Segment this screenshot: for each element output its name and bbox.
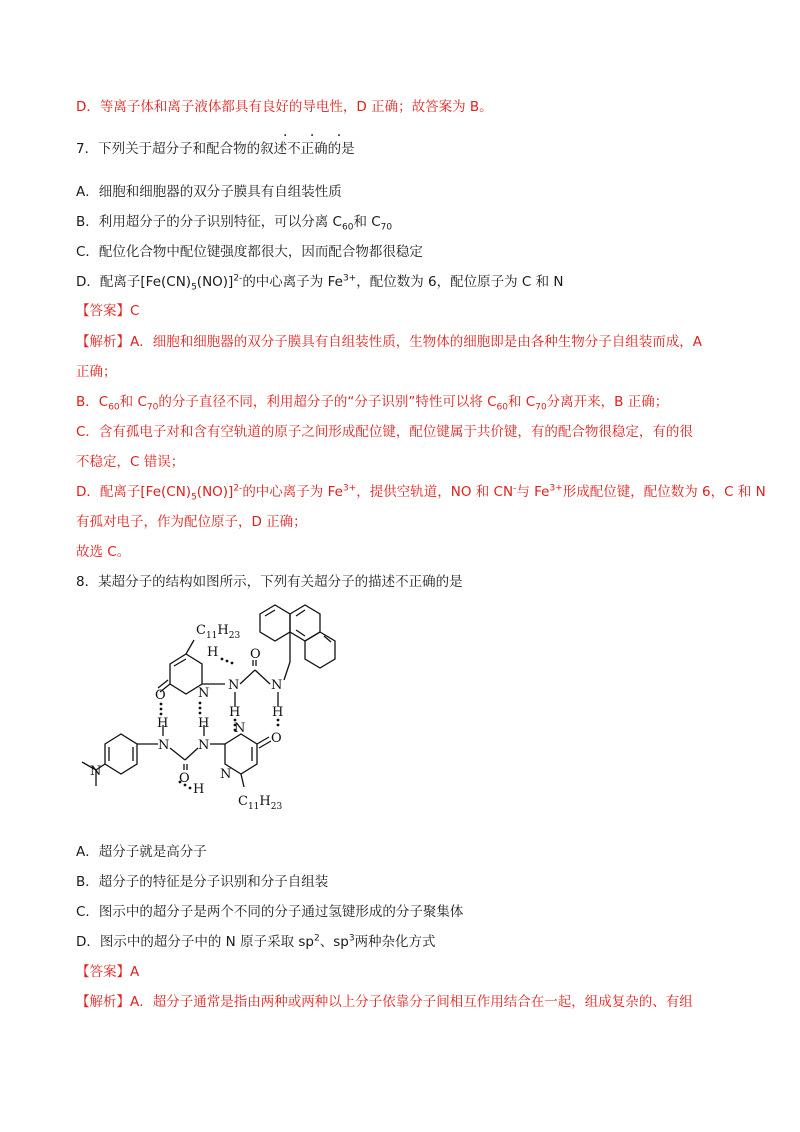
emphasis-dots: · · · [283, 128, 351, 144]
phenyl-ring [105, 734, 137, 774]
n-lower-ring-top: N [234, 721, 246, 736]
q8-option-c: C．图示中的超分子是两个不同的分子通过氢键形成的分子聚集体 [76, 904, 464, 920]
o-lower-urea: O [179, 771, 190, 786]
h-nh-mid: H [198, 716, 210, 731]
atom-labels [90, 623, 283, 812]
n-dimethylamino: N [90, 764, 102, 779]
c11h23-top-label: $C_{11}H_{23}$ [196, 623, 241, 641]
q8-explanation-a: 【解析】A．超分子通常是指由两种或两种以上分子依靠分子间相互作用结合在一起，组成复杂的、有组 [76, 994, 693, 1010]
q7-answer: 【答案】C [76, 303, 140, 319]
supramolecule-structure-figure [60, 592, 380, 822]
h-nh-upper-right: H [272, 705, 284, 720]
q7-option-a: A．细胞和细胞器的双分子膜具有自组装性质 [76, 184, 342, 200]
o-lower-ring: O [271, 731, 282, 746]
o-upper-ring: O [155, 688, 166, 703]
prev-option-d-explanation: D．等离子体和离子液体都具有良好的导电性，D 正确；故答案为 B。 [76, 99, 493, 115]
n-upper-urea-right: N [271, 678, 283, 693]
n-upper-urea-left: N [228, 678, 240, 693]
h-upper-ring: H [207, 645, 219, 660]
q7-option-b: B．利用超分子的分子识别特征，可以分离 $C_{60}$和 $C_{70}$ [76, 214, 393, 233]
q8-option-a: A．超分子就是高分子 [76, 844, 207, 860]
q7-explanation-b: B．$C_{60}$和 $C_{70}$的分子直径不同，利用超分子的“分子识别”特性可以将 $C_{60}$和 $C_{70}$分离开来，B 正确； [76, 394, 669, 413]
q7-explanation-c-cont: 不稳定，C 错误； [76, 454, 185, 470]
h-lower-ring: H [193, 782, 205, 797]
n-lower-urea-right: N [198, 738, 210, 753]
q7-option-d: D．配离子$[Fe(CN)_5(NO)]^{2-}$的中心离子为 $Fe^{3+}$，配位数为 6，配位原子为 C 和 N [76, 273, 564, 293]
n-upper-ring: N [198, 686, 210, 701]
q8-option-b: B．超分子的特征是分子识别和分子自组装 [76, 874, 329, 890]
q8-answer: 【答案】A [76, 964, 140, 980]
n-lower-urea-left: N [158, 738, 170, 753]
q7-explanation-a: 【解析】A．细胞和细胞器的双分子膜具有自组装性质，生物体的细胞即是由各种生物分子自组装而成，A [76, 334, 702, 350]
c11h23-bottom-label: $C_{11}H_{23}$ [238, 794, 283, 812]
h-nh-upper-left: H [229, 705, 241, 720]
h-nh-left: H [157, 716, 169, 731]
q7-option-c: C．配位化合物中配位键强度都很大，因而配合物都很稳定 [76, 244, 423, 260]
question-7: 7．下列关于超分子和配合物的叙述不正确的是 [76, 141, 355, 157]
n-lower-ring-bottom: N [220, 767, 232, 782]
q7-conclusion: 故选 C。 [76, 544, 131, 560]
q7-explanation-c: C．含有孤电子对和含有空轨道的原子之间形成配位键，配位键属于共价键，有的配合物很稳定，有的很 [76, 424, 693, 440]
q7-explanation-d: D．配离子$[Fe(CN)_5(NO)]^{2-}$的中心离子为 $Fe^{3+}$，提供空轨道，NO 和 CN-与 $Fe^{3+}$形成配位键，配位数为 6，C 和 N [76, 483, 766, 503]
anthracene-ring-3 [305, 632, 335, 668]
q8-option-d: D．图示中的超分子中的 N 原子采取 $sp^2$、$sp^3$两种杂化方式 [76, 933, 436, 950]
q7-explanation-d-cont: 有孤对电子，作为配位原子，D 正确； [76, 514, 307, 530]
question-8: 8．某超分子的结构如图所示，下列有关超分子的描述不正确的是 [76, 574, 463, 590]
q7-explanation-a-cont: 正确； [76, 364, 117, 380]
o-upper-urea: O [250, 647, 261, 662]
